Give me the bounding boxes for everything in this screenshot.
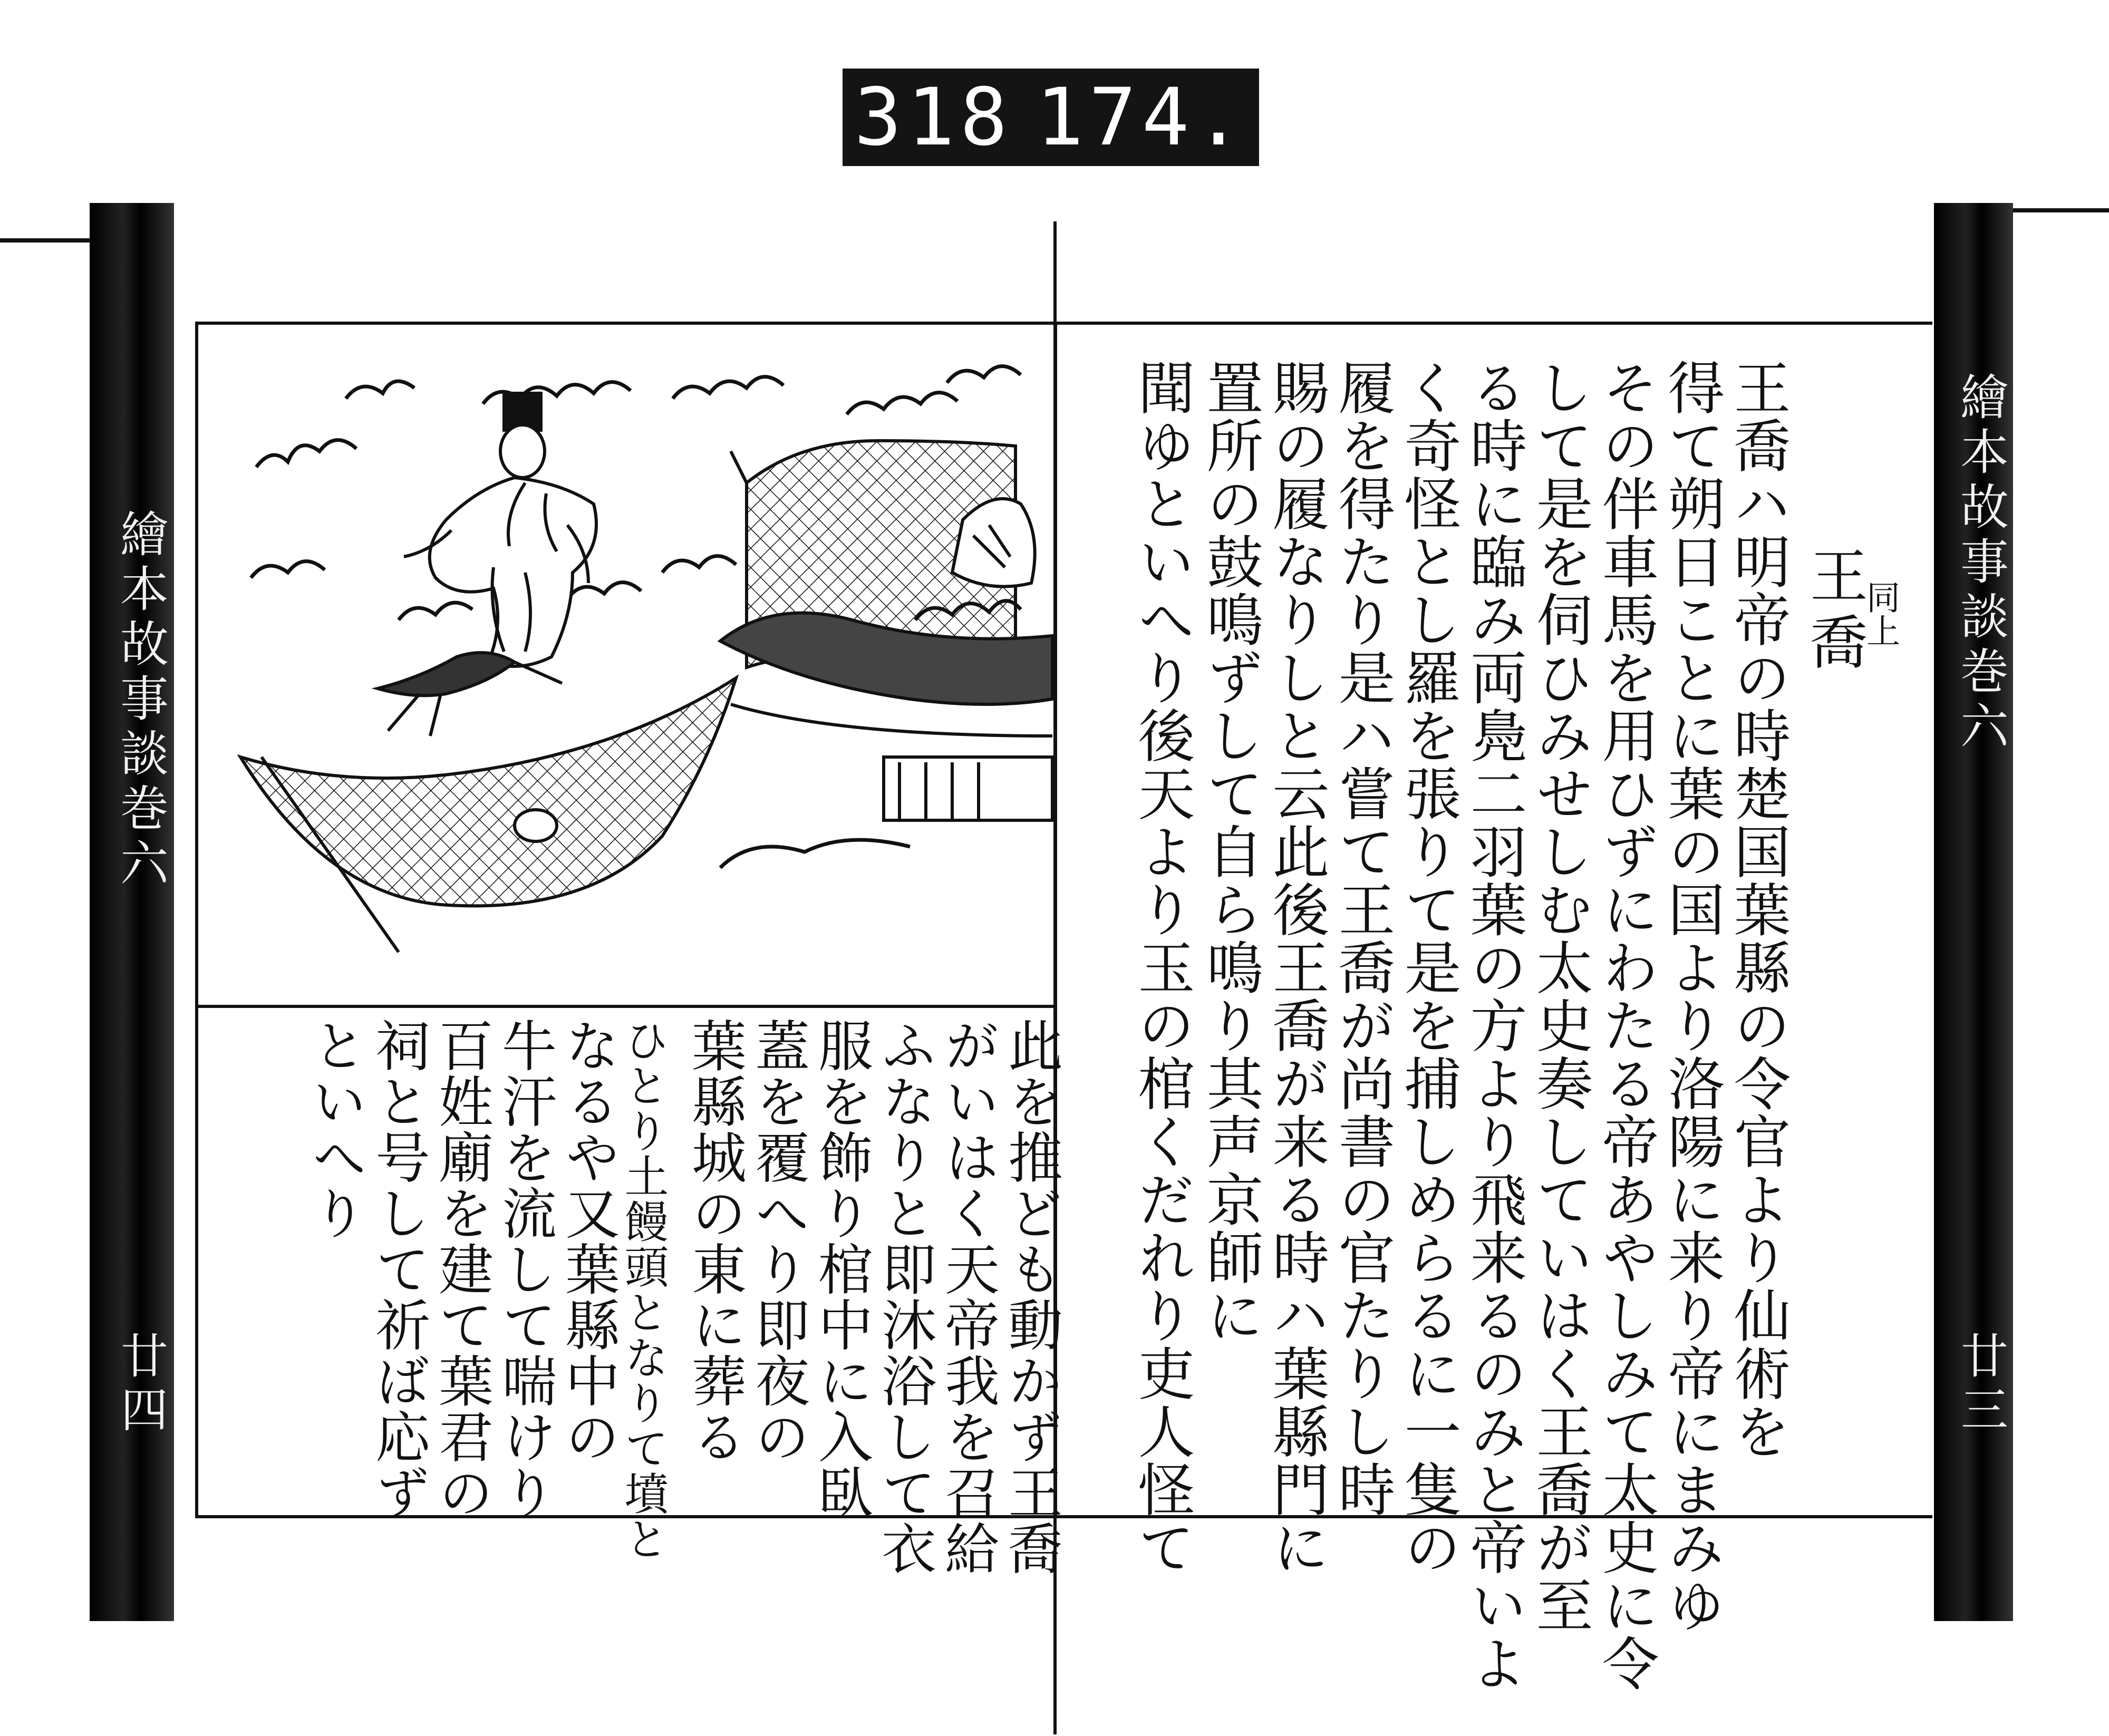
immortal-figure (404, 393, 596, 666)
illustration-panel (198, 325, 1054, 1008)
spine-left-folio: 廿四 (112, 1331, 168, 1439)
left-text-column-2: がいはく天帝我を召給 (935, 1017, 1000, 1576)
left-text-column-11: 祠と号して祈ば応ず (366, 1017, 430, 1520)
spine-left (90, 203, 174, 1621)
right-text-column-3: その伴車馬を用ひずにわたる帝あやしみて太史に令 (1592, 358, 1658, 1692)
left-text-column-4: 服を飾り棺中に入臥 (809, 1017, 873, 1520)
boat-hull (240, 678, 736, 952)
right-text-column-4: して是を伺ひみせしむ太史奏していはく王喬が至 (1526, 358, 1592, 1634)
right-text-column-10: 聞ゆといへり後天より玉の棺くだれり吏人怪て (1128, 358, 1194, 1576)
accession-code-b: 174. (1036, 71, 1248, 163)
spine-right-folio: 廿三 (1952, 1331, 2008, 1439)
top-rule-left (0, 238, 92, 243)
page-subheading: 同上 (1861, 580, 1900, 647)
left-text-column-12: といへり (303, 1017, 367, 1241)
pavilion-roof (720, 613, 1052, 820)
right-text-column-7: 履を得たり是ハ嘗て王喬が尚書の官たりし時 (1329, 358, 1395, 1518)
left-text-column-3: ふなりと即沐浴して衣 (872, 1017, 936, 1576)
left-text-column-5: 蓋を覆へり即夜の (746, 1017, 810, 1465)
left-text-column-8: なるや又葉縣中の (556, 1017, 620, 1465)
spine-right (1934, 203, 2013, 1621)
accession-code-a: 318 (854, 71, 1013, 163)
right-text-column-9: 置所の鼓鳴ずして自ら鳴り其声京師に (1197, 358, 1263, 1344)
left-text-column-7: ひとり土饅頭となりて墳と (617, 1017, 669, 1562)
left-text-column-6: 葉縣城の東に葬る (682, 1017, 747, 1465)
right-text-column-5: る時に臨み両鳧二羽葉の方より飛来るのみと帝いよ (1460, 358, 1526, 1692)
left-text-column-10: 百姓廟を建て葉君の (429, 1017, 494, 1520)
illustration-svg (198, 325, 1054, 1005)
accession-label (843, 69, 1259, 166)
right-text-column-2: 得て朔日ことに葉の国より洛陽に来り帝にまみゆ (1658, 358, 1724, 1634)
crane-bird (378, 653, 562, 736)
left-text-column-9: 牛汗を流して喘けり (492, 1017, 557, 1520)
right-text-column-6: く奇怪とし羅を張りて是を捕しめらるに一隻の (1395, 358, 1460, 1576)
right-text-column-1: 王喬ハ明帝の時楚国葉縣の令官より仙術を (1724, 358, 1790, 1460)
spine-left-title: 繪本故事談巻六 (112, 509, 169, 893)
top-rule-right (2013, 208, 2109, 212)
left-text-column-1: 此を推ども動かず王喬 (999, 1017, 1063, 1576)
right-text-column-8: 賜の履なりしと云此後王喬が来る時ハ葉縣門に (1263, 358, 1329, 1576)
spine-right-title: 繪本故事談巻六 (1952, 372, 2009, 755)
page-heading: 王喬 (1801, 546, 1868, 678)
